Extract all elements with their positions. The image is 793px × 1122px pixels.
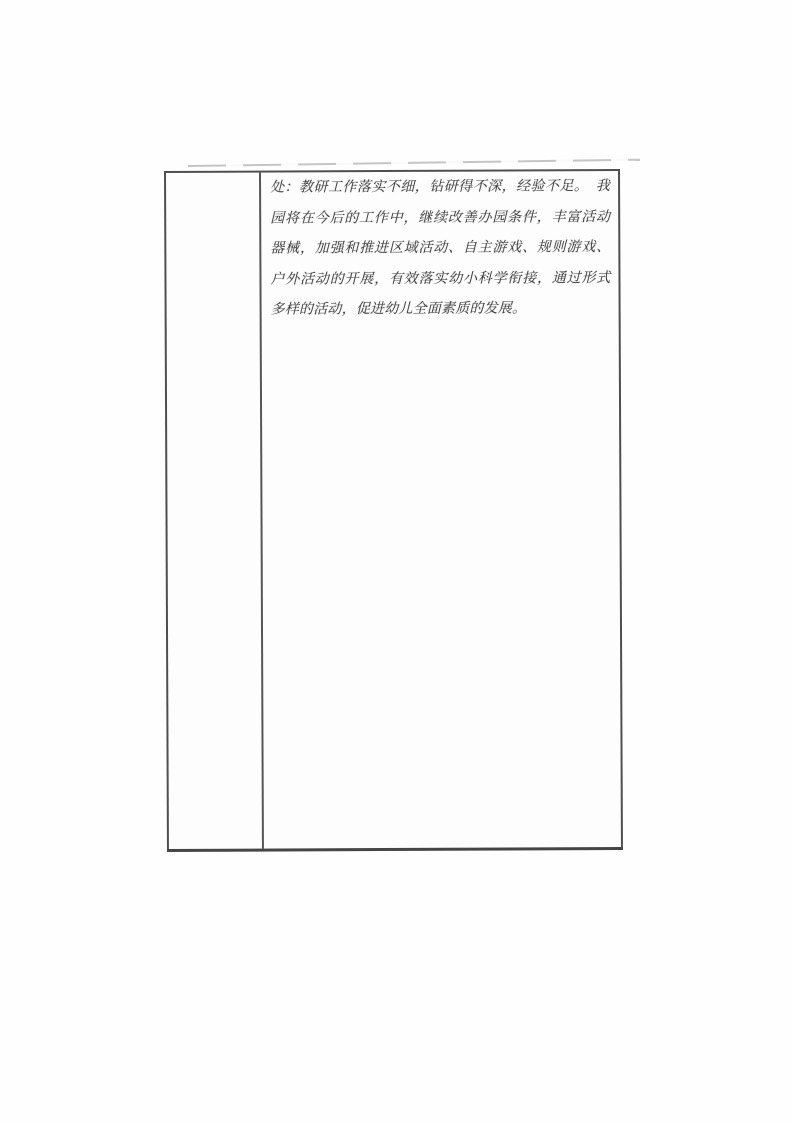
- paragraph-line: 处：教研工作落实不细，钻研得不深，经验不足。 我: [270, 178, 611, 196]
- form-table: [164, 169, 623, 852]
- paragraph-line: 园将在今后的工作中，继续改善办园条件，丰富活动: [270, 208, 611, 227]
- table-right-cell: [261, 171, 621, 849]
- paragraph-line: 户外活动的开展，有效落实幼小科学衔接，通过形式: [270, 269, 611, 288]
- scan-artifact-line: [188, 159, 640, 167]
- paragraph-line: 多样的活动，促进幼儿全面素质的发展。: [270, 300, 527, 318]
- table-left-cell: [166, 173, 262, 849]
- paragraph-line: 器械，加强和推进区域活动、自主游戏、规则游戏、: [270, 239, 611, 257]
